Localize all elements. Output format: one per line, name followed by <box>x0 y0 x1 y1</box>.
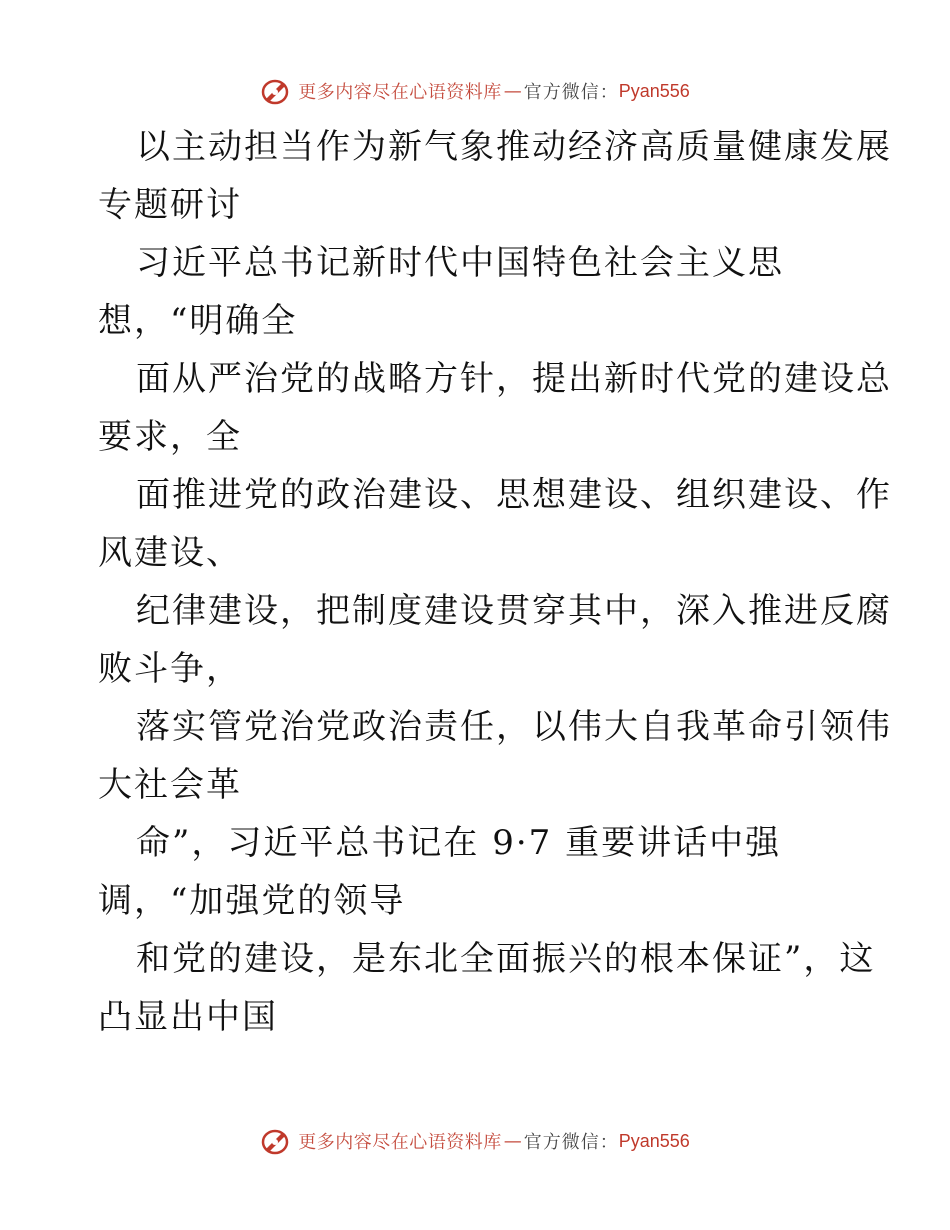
paragraph-line: 面从严治党的战略方针，提出新时代党的建设总 <box>136 359 892 399</box>
watermark-wechat-id: Pyan556 <box>618 80 690 101</box>
paragraph-line: 和党的建设，是东北全面振兴的根本保证”，这 <box>136 939 876 979</box>
footer-watermark <box>0 1126 950 1156</box>
document-body <box>98 118 892 1046</box>
paragraph-line: 命”，习近平总书记在 9·7 重要讲话中强 <box>136 823 782 863</box>
paragraph-line: 凸显出中国 <box>98 997 278 1037</box>
watermark-official-label: 官方微信： <box>523 82 619 103</box>
watermark-dash: — <box>503 1130 522 1152</box>
paragraph-line: 纪律建设，把制度建设贯穿其中，深入推进反腐 <box>136 591 892 631</box>
watermark-main-text: 更多内容尽在心语资料库 <box>298 1132 502 1153</box>
paragraph-line: 调，“加强党的领导 <box>98 881 406 921</box>
pen-logo-icon <box>260 77 292 105</box>
watermark-official-label: 官方微信： <box>523 1132 619 1153</box>
watermark-dash: — <box>503 80 522 102</box>
pen-logo-icon <box>260 1127 292 1155</box>
paragraph-line: 面推进党的政治建设、思想建设、组织建设、作 <box>136 475 892 515</box>
paragraph-line: 败斗争， <box>98 649 242 689</box>
document-title-line-2: 专题研讨 <box>98 185 242 225</box>
header-watermark <box>0 76 950 106</box>
paragraph-line: 风建设、 <box>98 533 242 573</box>
paragraph-line: 大社会革 <box>98 765 242 805</box>
watermark-wechat-id: Pyan556 <box>618 1130 690 1151</box>
paragraph-line: 习近平总书记新时代中国特色社会主义思 <box>136 243 784 283</box>
paragraph-line: 想，“明确全 <box>98 301 298 341</box>
watermark-main-text: 更多内容尽在心语资料库 <box>298 82 502 103</box>
document-title-line-1: 以主动担当作为新气象推动经济高质量健康发展 <box>136 127 892 167</box>
paragraph-line: 要求，全 <box>98 417 242 457</box>
paragraph-line: 落实管党治党政治责任，以伟大自我革命引领伟 <box>136 707 892 747</box>
